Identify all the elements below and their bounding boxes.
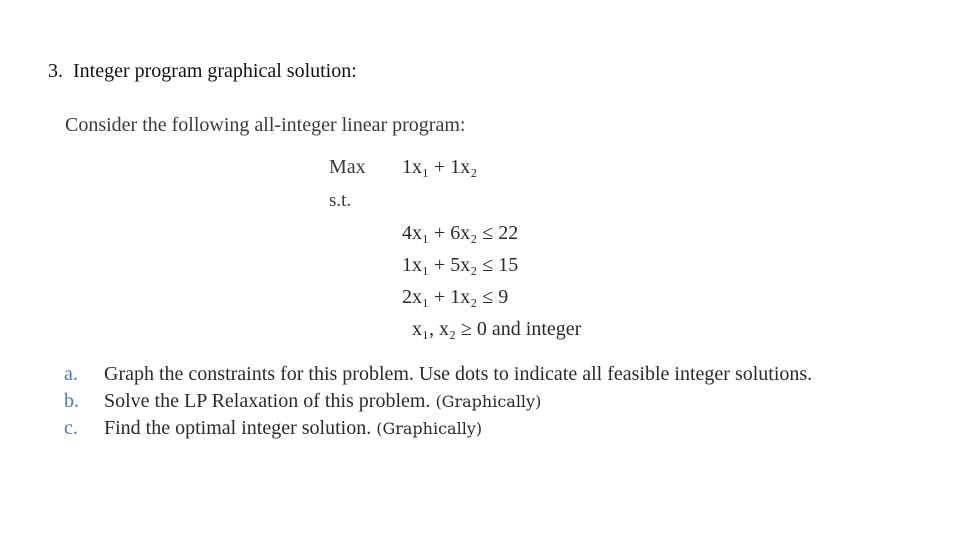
part-a xyxy=(64,363,812,386)
constraint-2: 1x₁ + 5x₂ ≤ 15 xyxy=(402,254,519,276)
part-c xyxy=(64,417,482,440)
nonnegativity-constraint: x₁, x₂ ≥ 0 and integer xyxy=(412,318,582,340)
question-heading xyxy=(48,60,357,83)
part-b xyxy=(64,390,541,413)
part-b-note: (Graphically) xyxy=(435,392,542,411)
part-c-note: (Graphically) xyxy=(376,419,483,438)
part-c-text: Find the optimal integer solution. xyxy=(104,417,372,439)
part-b-marker: b. xyxy=(64,390,79,412)
part-c-marker: c. xyxy=(64,417,78,439)
question-title: Integer program graphical solution: xyxy=(73,60,357,82)
intro-text: Consider the following all-integer linear program: xyxy=(65,114,466,136)
part-a-marker: a. xyxy=(64,363,78,385)
objective-label: Max xyxy=(329,156,366,178)
constraint-1: 4x₁ + 6x₂ ≤ 22 xyxy=(402,222,519,244)
constraint-3: 2x₁ + 1x₂ ≤ 9 xyxy=(402,286,509,308)
part-a-text: Graph the constraints for this problem. Use dots to indicate all feasible integer solutions. xyxy=(104,363,813,385)
objective-expression: 1x₁ + 1x₂ xyxy=(402,156,478,178)
part-b-text: Solve the LP Relaxation of this problem. xyxy=(104,390,431,412)
question-number: 3. xyxy=(48,60,63,82)
subject-to-label: s.t. xyxy=(329,190,352,211)
